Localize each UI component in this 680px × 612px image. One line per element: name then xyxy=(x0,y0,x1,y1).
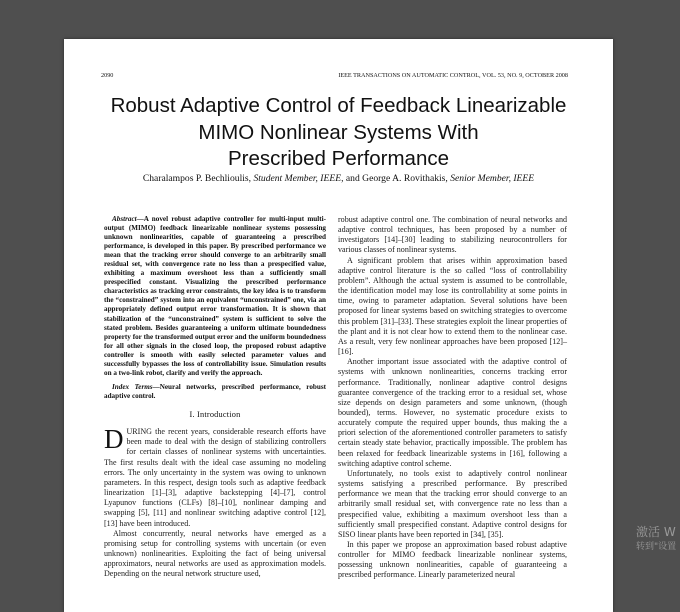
index-terms-text: Neural networks, prescribed performance, robust adaptive control. xyxy=(104,382,326,400)
author-1-name: Charalampos P. Bechlioulis, xyxy=(142,173,252,184)
paper-title xyxy=(84,93,593,173)
watermark-line-2: 转到"设置 xyxy=(636,542,677,552)
document-page xyxy=(64,39,613,612)
index-terms xyxy=(104,383,326,401)
right-paragraph-5: In this paper we propose an approximation based robust adaptive controller for MIMO feedback linearizable nonlinear systems, possessing unknown nonlinearities, capable of guaranteeing a prescribed performance. Linearly parameterized neural xyxy=(338,540,567,580)
abstract-text: A novel robust adaptive controller for multi-input multi-output (MIMO) feedback linearizable nonlinear systems possessing unknown nonlinearities, capable of guaranteeing a prescribed performance, is developed in this paper. By prescribed performance we mean that the tracking error should converge to an arbitrarily small residual set, with convergence rate no less than a prespecified value, exhibiting a maximum overshoot less than a sufficiently small prespecified constant. Visualizing the prescribed performance characteristics as tracking error constraints, the key idea is to transform the “constrained” system into an equivalent “unconstrained” one, via an appropriately defined output error transformation. It is shown that stabilization of the “unconstrained” system is sufficient to solve the stated problem. Besides guaranteeing a uniform ultimate boundedness property for the transformed output error and the uniform boundedness for all other signals in the closed loop, the proposed robust adaptive controller is smooth with easily selected parameter values and successfully bypasses the loss of controllability issue. Simulation results on a two-link robot, clarify and verify the approach. xyxy=(104,215,326,377)
right-column xyxy=(338,215,567,581)
index-terms-label: Index Terms— xyxy=(112,382,160,391)
author-2-role: Senior Member, IEEE xyxy=(450,173,535,184)
abstract-label: Abstract— xyxy=(112,215,144,223)
author-line xyxy=(84,173,593,184)
title-line-3: Prescribed Performance xyxy=(227,147,450,170)
section-heading-introduction: I. Introduction xyxy=(189,409,241,419)
watermark-line-1: 激活 W xyxy=(636,525,676,539)
title-line-2: MIMO Nonlinear Systems With xyxy=(198,120,479,144)
drop-cap: D xyxy=(104,424,124,455)
introduction-body xyxy=(104,424,326,579)
title-line-1: Robust Adaptive Control of Feedback Linearizable xyxy=(110,94,567,117)
page-number: 2090 xyxy=(101,72,114,79)
right-paragraph-4: Unfortunately, no tools exist to adaptively control nonlinear systems satisfying a prescribed performance. By prescribed performance we mean that the tracking error should converge to an arbitrarily small residual set, with convergence rate no less than a prespecified value, exhibiting a maximum overshoot less than a sufficiently small prespecified constant. Adaptive control designs for SISO linear plants have been reported in [34], [35]. xyxy=(338,468,567,539)
journal-header: IEEE TRANSACTIONS ON AUTOMATIC CONTROL, VOL. 53, NO. 9, OCTOBER 2008 xyxy=(338,72,568,79)
intro-paragraph-2: Almost concurrently, neural networks have emerged as a promising setup for controlling systems with uncertain (or even unknown) nonlinearities. Exploiting the fact of being universal approximators, neural networks are used as approximation models. Depending on the neural network structure used, xyxy=(104,528,326,579)
author-1-role: Student Member, IEEE, xyxy=(253,173,344,184)
right-paragraph-3: Another important issue associated with the adaptive control of systems with unknown nonlinearities, concerns tracking error performance. Traditionally, nonlinear adaptive control designs guarantee convergence of the tracking error to a residual set, whose size depends on design parameters and some unknown, (though bounded), terms. However, no systematic procedure exists to accurately compute the required upper bounds, thus making the a priori selection of the aforementioned controller parameters to satisfy certain steady state behavior, practically impossible. The problem has been relaxed for feedback linearizable systems in [16], following a switching adaptive control scheme. xyxy=(338,357,567,468)
intro-paragraph-1 xyxy=(104,424,326,529)
abstract xyxy=(104,215,326,401)
author-2-name: George A. Rovithakis, xyxy=(362,173,448,184)
left-column xyxy=(104,215,326,579)
right-paragraph-1: robust adaptive control one. The combination of neural networks and adaptive control techniques, has been proposed by a number of investigators [14]–[30] leading to stabilizing neurocontrollers for various classes of nonlinear systems. xyxy=(338,215,567,255)
right-paragraph-2: A significant problem that arises within approximation based adaptive control literature is the so called “loss of controllability problem”. Although the actual system is assumed to be controllable, the identification model may lose its controllability at some points in time, owing to parameter adaptation. Several solutions have been proposed for linear systems based on switching strategies to overcome this problem [31]–[33]. These strategies exploit the linear properties of the plant and it is not clear how to extend them to the nonlinear case. As a result, very few nonlinear approaches have been proposed [12]–[16]. xyxy=(338,255,567,357)
activation-watermark xyxy=(636,524,680,554)
author-connector: and xyxy=(345,173,360,184)
intro-paragraph-1-text: URING the recent years, considerable research efforts have been made to deal with the design of stabilizing controllers for certain classes of nonlinear systems with uncertainties. The first results dealt with the ideal case assuming no modeling errors. The only uncertainty in the system was owing to unknown parameters. In this respect, design tools such as adaptive feedback linearization [1]–[3], adaptive backstepping [4]–[7], control Lyapunov functions (CLFs) [8]–[10], nonlinear damping and swapping [5], [11] and nonlinear switching adaptive control [12], [13] have been introduced. xyxy=(104,427,326,528)
